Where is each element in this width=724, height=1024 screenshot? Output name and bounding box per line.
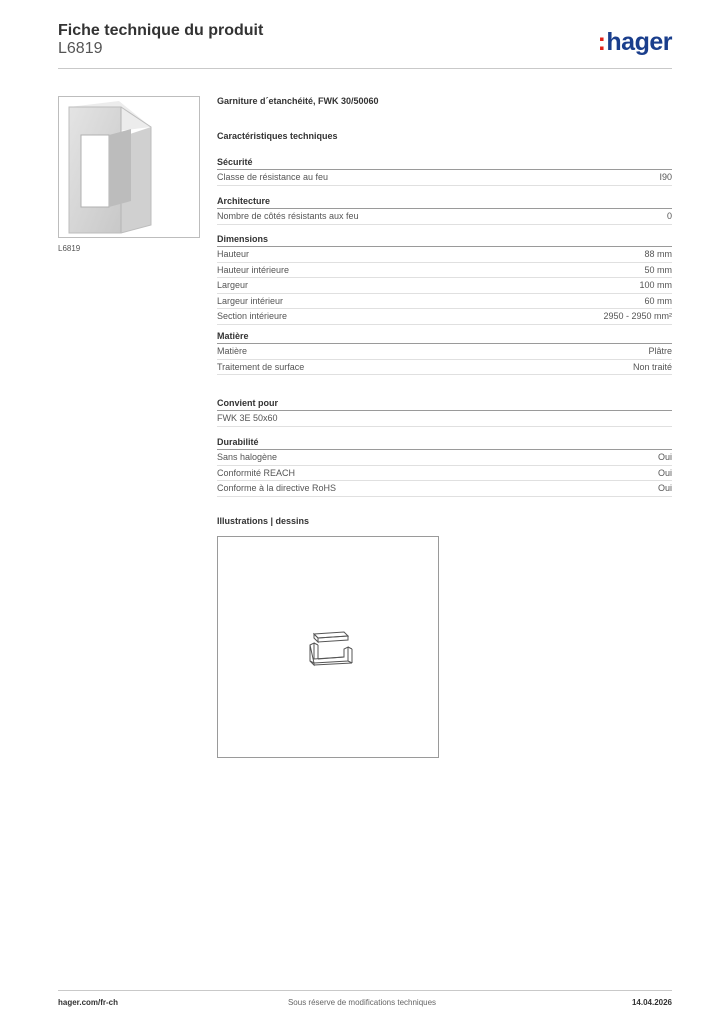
row-value: 60 mm: [644, 295, 672, 306]
section-architecture: [217, 195, 672, 225]
row-value: Plâtre: [648, 346, 672, 356]
row-label: FWK 3E 50x60: [217, 413, 278, 423]
seal-line-drawing: [218, 537, 438, 757]
row-label: Conforme à la directive RoHS: [217, 483, 337, 493]
row-label: Largeur: [217, 280, 249, 290]
row-value: 0: [666, 211, 672, 221]
row-label: Largeur intérieur: [217, 295, 284, 306]
row-value: Non traité: [632, 361, 672, 372]
row-value: Oui: [657, 483, 672, 493]
row-label: Section intérieure: [217, 311, 288, 321]
table-row: [217, 450, 672, 466]
row-label: Classe de résistance au feu: [217, 172, 329, 182]
table-row: [217, 294, 672, 310]
table-row: [217, 263, 672, 279]
photo-caption: L6819: [58, 244, 81, 253]
hager-logo[interactable]: [598, 28, 672, 57]
product-code: L6819: [58, 40, 103, 57]
tech-characteristics-heading: Caractéristiques techniques: [217, 131, 338, 141]
row-label: Nombre de côtés résistants aux feu: [217, 211, 359, 221]
section-convient-pour: [217, 397, 672, 427]
page-title: Fiche technique du produit: [58, 22, 264, 39]
row-label: Traitement de surface: [217, 361, 305, 372]
illustrations-heading: Illustrations | dessins: [217, 516, 310, 526]
section-title: Architecture: [217, 195, 672, 209]
table-row: [217, 309, 672, 325]
table-row: [217, 278, 672, 294]
table-row: [217, 209, 672, 225]
footer-date: 14.04.2026: [631, 998, 672, 1007]
table-row: [217, 411, 672, 427]
section-title: Matière: [217, 330, 672, 344]
section-title: Convient pour: [217, 397, 672, 411]
section-title: Sécurité: [217, 156, 672, 170]
section-matiere: [217, 330, 672, 375]
row-value: 100 mm: [639, 280, 672, 290]
section-durabilite: [217, 436, 672, 497]
product-name: Garniture d´etanchéité, FWK 30/50060: [217, 96, 379, 106]
row-label: Conformité REACH: [217, 467, 296, 478]
row-value: 2950 - 2950 mm²: [603, 311, 672, 321]
row-label: Hauteur intérieure: [217, 264, 290, 275]
row-value: Oui: [657, 467, 672, 478]
row-label: Sans halogène: [217, 452, 278, 462]
header-divider: [58, 68, 672, 69]
row-value: 88 mm: [644, 249, 672, 259]
table-row: [217, 247, 672, 263]
table-row: [217, 481, 672, 497]
section-securite: [217, 156, 672, 186]
product-photo: [58, 96, 200, 238]
row-label: Matière: [217, 346, 248, 356]
table-row: [217, 170, 672, 186]
section-title: Dimensions: [217, 233, 672, 247]
table-row: [217, 360, 672, 376]
row-label: Hauteur: [217, 249, 250, 259]
row-value: Oui: [657, 452, 672, 462]
footer-divider: [58, 990, 672, 991]
row-value: I90: [659, 172, 672, 182]
table-row: [217, 344, 672, 360]
section-dimensions: [217, 233, 672, 325]
table-row: [217, 466, 672, 482]
row-value: 50 mm: [644, 264, 672, 275]
footer-website-link[interactable]: hager.com/fr-ch: [58, 998, 119, 1007]
section-title: Durabilité: [217, 436, 672, 450]
logo-dot: :: [597, 28, 606, 56]
product-frame-image: [59, 97, 199, 237]
illustration-drawing: [217, 536, 439, 758]
logo-text: hager: [606, 28, 672, 56]
footer-notice: Sous réserve de modifications techniques: [287, 998, 437, 1007]
